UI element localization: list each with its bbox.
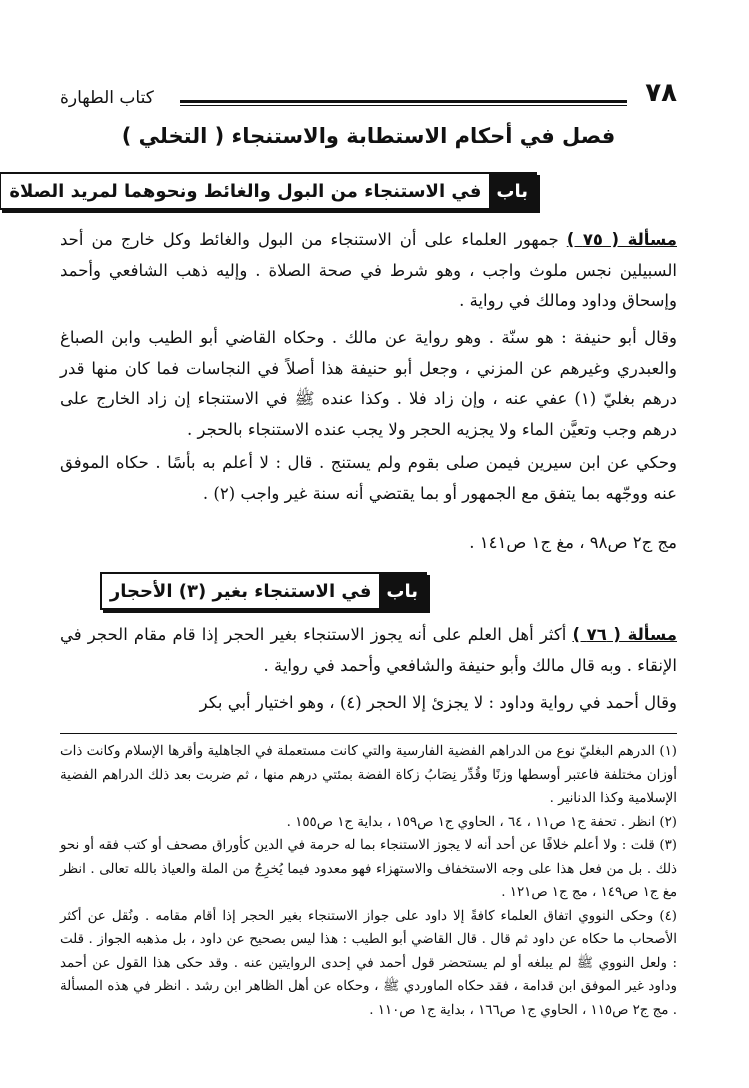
footnote-1: (١) الدرهم البغليّ نوع من الدراهم الفضية الفارسية والتي كانت مستعملة في الجاهلية وأقرها الإسلام وكانت ذات أوزان مختلفة فاعتبر أوسطها وزنًا وقُدِّر نِصَابُ زكاة الفضة بمئتي درهم منها ، ثم ضربت بعد ذلك الدراهم الفضية الإسلامية وكذا الدنانير .: [60, 744, 677, 806]
paragraph-ahmad-dawud: وقال أحمد في رواية وداود : لا يجزئ إلا الحجر (٤) ، وهو اختيار أبي بكر: [199, 693, 677, 712]
issue-76: [60, 620, 677, 681]
chapter-heading-non-stone: [100, 572, 427, 610]
chapter-label: باب: [379, 574, 425, 608]
footnote-separator: [60, 733, 677, 734]
issue-text: أكثر أهل العلم على أنه يجوز الاستنجاء بغير الحجر إذا قام مقام الحجر في الإنقاء . وبه قال مالك وأبو حنيفة والشافعي وأحمد في رواية .: [60, 625, 677, 675]
issue-label: مسألة ( ٧٦ ): [572, 625, 677, 644]
issue-label: مسألة ( ٧٥ ): [566, 230, 677, 249]
chapter-heading-istinja: [0, 172, 537, 210]
chapter-title: في الاستنجاء بغير (٣) الأحجار: [109, 580, 372, 602]
issue-text: جمهور العلماء على أن الاستنجاء من البول والغائط وكل خارج من أحد السبيلين نجس ملوث واجب ، وهو شرط في صحة الصلاة . وإليه ذهب الشافعي وأحمد وإسحاق وداود ومالك في رواية .: [60, 230, 677, 310]
references-line: مج ج٢ ص٩٨ ، مغ ج١ ص١٤١ .: [469, 533, 677, 552]
footnotes: [60, 740, 677, 1022]
book-page: [9, 0, 677, 1088]
running-header: [60, 78, 677, 118]
header-rule: [180, 100, 627, 106]
issue-75: [60, 225, 677, 317]
footnote-3: (٣) قلت : ولا أعلم خلافًا عن أحد أنه لا يجوز الاستنجاء بما له حرمة في الدين كأوراق مصحف أو كتب فقه أو نحو ذلك . بل من فعل هذا على وجه الاستخفاف والاستهزاء فهو معدود فيما يُخرِجُ من الملة والعياذ بالله تعالى . انظر مغ ج١ ص١٤٩ ، مج ج١ ص١٢١ .: [60, 838, 677, 900]
chapter-label: باب: [489, 174, 535, 208]
footnote-2: (٢) انظر . تحفة ج١ ص١١ ، ٦٤ ، الحاوي ج١ ص١٥٩ ، بداية ج١ ص١٥٥ .: [286, 814, 677, 830]
page-number: ٧٨: [645, 78, 677, 108]
footnote-4: (٤) وحكى النووي اتفاق العلماء كافةً إلا داود على جواز الاستنجاء بغير الحجر إذا أقام مقامه . ونُقل عن أكثر الأصحاب ما حكاه عن داود ثم قال . قال القاضي أبو الطيب : هذا ليس بصحيح عن داود ، بل مذهبه الجواز . قلت : ولعل النووي ﷺ لم يبلغه أو لم يستحضر قول أحمد في إحدى الروايتين عنه . وقد حكى هذا القول عن أحمد وداود غير الموفق ابن قدامة ، فقد حكاه الماوردي ﷺ ، وحكاه عن أهل الظاهر ابن رشد . انظر في هذه المسألة . مج ج٢ ص١١٥ ، الحاوي ج١ ص١٦٦ ، بداية ج١ ص١١٠ .: [60, 908, 677, 1018]
chapter-title: في الاستنجاء من البول والغائط ونحوهما لمريد الصلاة: [9, 180, 482, 202]
paragraph-abu-hanifa: وقال أبو حنيفة : هو سنّة . وهو رواية عن مالك . وحكاه القاضي أبو الطيب وابن الصباغ والعبدري وغيرهم عن المزني ، وجعل أبو حنيفة هذا أصلاً في النجاسات فما كان منها قدر درهم بغليّ (١) عفي عنه ، وإن زاد فلا . وكذا عنده ﷺ في الاستنجاء إن زاد الخارج على درهم وجب وتعيَّن الماء ولا يجزيه الحجر ولا يجب عنده الاستنجاء بالحجر .: [60, 328, 677, 439]
paragraph-ibn-sirin: وحكي عن ابن سيرين فيمن صلى بقوم ولم يستنج . قال : لا أعلم به بأسًا . حكاه الموفق عنه ووجّهه بما يتفق مع الجمهور أو بما يقتضي أنه سنة غير واجب (٢) .: [60, 453, 677, 503]
section-title: فصل في أحكام الاستطابة والاستنجاء ( التخلي ): [121, 124, 616, 148]
book-title: كتاب الطهارة: [60, 88, 154, 108]
